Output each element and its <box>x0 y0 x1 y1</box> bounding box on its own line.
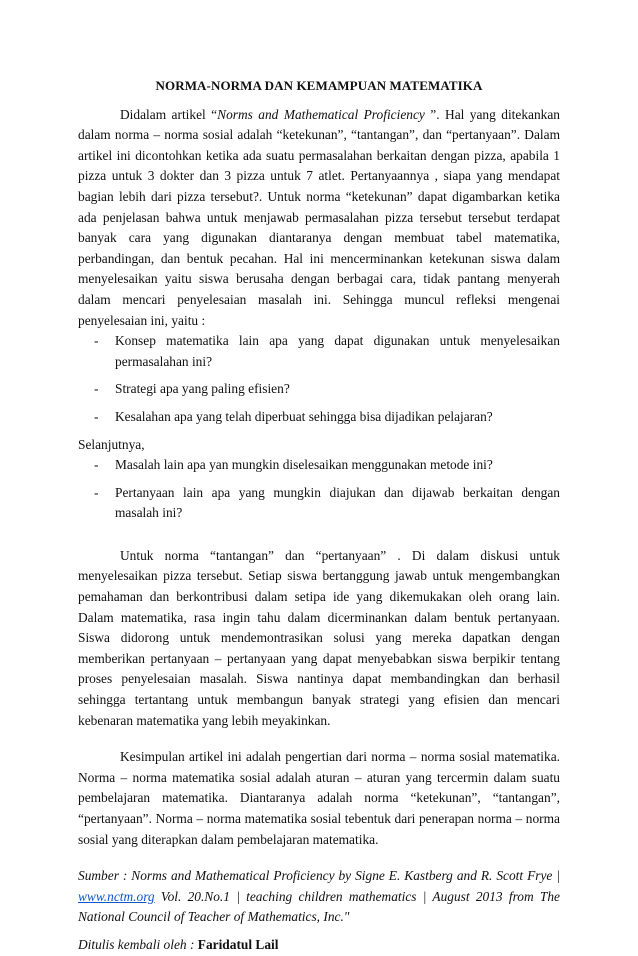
list-item <box>78 379 560 400</box>
rewritten-label: Ditulis kembali oleh : <box>78 936 198 952</box>
intro-rest: ”. Hal yang ditekankan dalam norma – norma sosial adalah “ketekunan”, “tantangan”, dan “pertanyaan”. Dalam artikel ini dicontohkan ketika ada suatu permasalahan berkaitan dengan pizza, apabila 1 pizza untuk 3 dokter dan 3 pizza untuk 7 atlet. Pertanyaannya , siapa yang mendapat bagian lebih dari pizza tersebut?. Untuk norma “ketekunan” dapat digambarkan ketika ada penjelasan bahwa untuk menjawab permasalahan pizza tersebut tersebut terdapat banyak cara yang digunakan diantaranya dengan membuat tabel matematika, perbandingan, dan bentuk pecahan. Hal ini mencerminankan ketekunan siswa dalam menyelesaikan yaitu siswa berusaha dengan berbagai cara, tidak pantang menyerah dalam mencari penyelesaian masalah ini. Sehingga muncul refleksi mengenai penyelesaian ini, yaitu : <box>78 106 561 328</box>
source-prefix: Sumber : Norms and Mathematical Proficiency by Signe E. Kastberg and R. Scott Frye | <box>78 868 560 884</box>
conclusion-paragraph: Kesimpulan artikel ini adalah pengertian dari norma – norma sosial matematika. Norma – norma matematika sosial adalah aturan – aturan yang tercermin dalam suatu pembelajaran matematika. Diantaranya adalah norma “ketekunan”, “tantangan”, “pertanyaan”. Norma – norma matematika sosial tebentuk dari penerapan norma – norma sosial yang diterapkan dalam pembelajaran matematika. <box>78 749 560 847</box>
challenge-paragraph: Untuk norma “tantangan” dan “pertanyaan” . Di dalam diskusi untuk menyelesaikan pizza tersebut. Setiap siswa bertanggung jawab untuk mengembangkan pemahaman dan berkontribusi dalam setipa ide yang dikemukakan oleh orang lain. Dalam matematika, rasa ingin tahu dalam dicerminankan dalam bentuk pertanyaan. Siswa didorong untuk mendemontrasikan solusi yang mereka dapatkan dengan memberikan pertanyaan – pertanyaan yang dapat menyebabkan siswa berpikir tentang proses penyelesaian masalah. Siswa nantinya dapat membandingkan dan berhasil sehingga tertantang untuk membangun banyak strategi yang efisien dan mencari kebenaran matematika yang lebih meyakinkan. <box>78 547 560 728</box>
reflection-list <box>78 331 560 427</box>
list-item-text: Konsep matematika lain apa yang dapat digunakan untuk menyelesaikan permasalahan ini? <box>115 333 560 369</box>
list-item-text: Masalah lain apa yan mungkin diselesaikan menggunakan metode ini? <box>115 457 493 473</box>
next-label: Selanjutnya, <box>78 436 145 452</box>
list-item-text: Pertanyaan lain apa yang mungkin diajukan dan dijawab berkaitan dengan masalah ini? <box>115 484 560 521</box>
source-citation <box>78 866 560 928</box>
bullet-dash: - <box>94 333 99 349</box>
article-title: Norms and Mathematical Proficiency <box>217 106 425 122</box>
source-link[interactable]: www.nctm.org <box>78 888 155 904</box>
list-item <box>78 483 560 524</box>
author-name: Faridatul Lail <box>197 936 279 952</box>
intro-lead: Didalam artikel “ <box>120 106 218 122</box>
list-item <box>78 331 560 372</box>
bullet-dash: - <box>94 457 99 473</box>
bullet-dash: - <box>94 381 99 397</box>
list-item-text: Strategi apa yang paling efisien? <box>115 381 290 397</box>
source-suffix: Vol. 20.No.1 | teaching children mathematics | August 2013 from The National Council of Teacher of Mathematics, Inc." <box>78 888 560 925</box>
document-title: NORMA-NORMA DAN KEMAMPUAN MATEMATIKA <box>155 78 483 93</box>
intro-paragraph <box>78 105 560 332</box>
list-item <box>78 407 560 428</box>
rewritten-by <box>78 935 560 956</box>
list-item-text: Kesalahan apa yang telah diperbuat sehingga bisa dijadikan pelajaran? <box>115 408 493 424</box>
bullet-dash: - <box>94 408 99 424</box>
list-item <box>78 455 560 476</box>
followup-list <box>78 455 560 524</box>
bullet-dash: - <box>94 484 99 500</box>
